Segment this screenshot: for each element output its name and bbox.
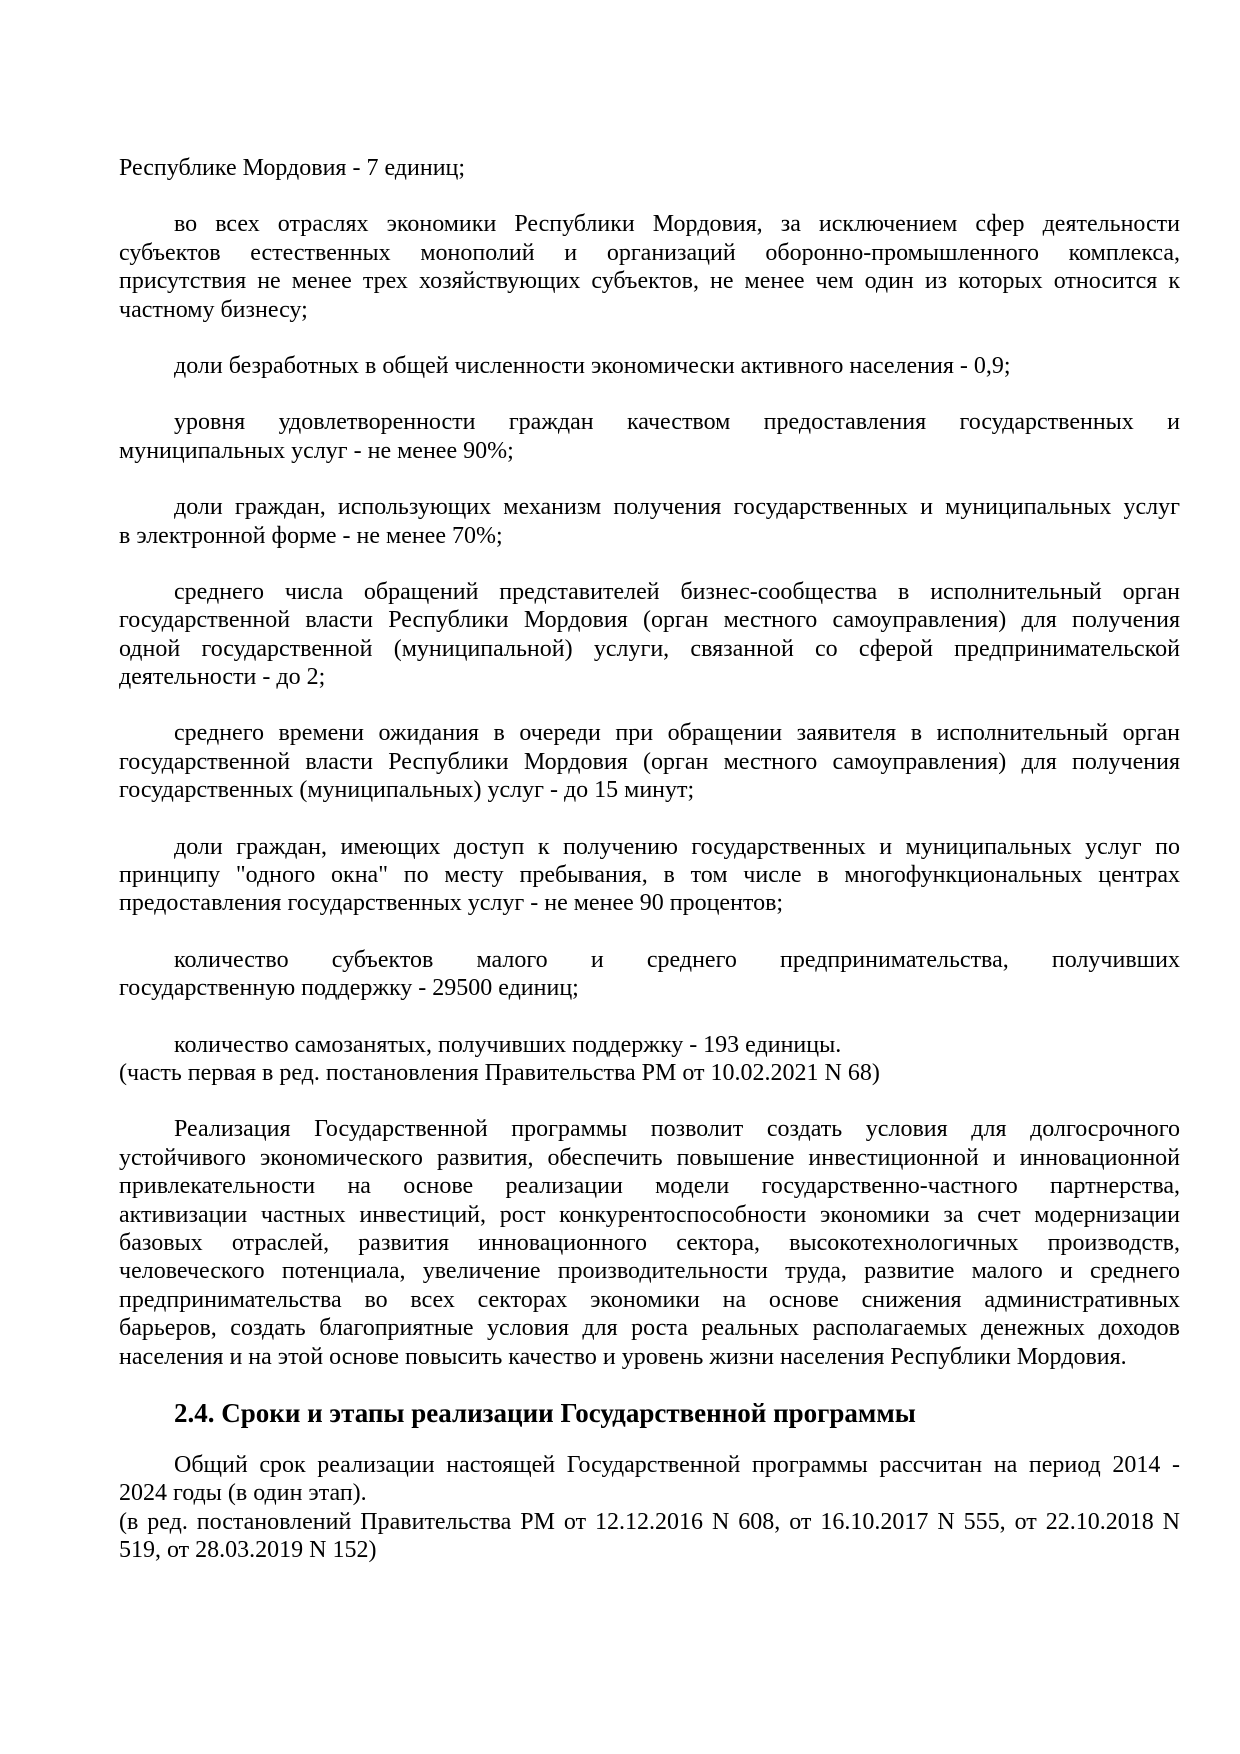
document-body (119, 154, 1180, 1371)
paragraph (119, 578, 1180, 692)
paragraph (119, 352, 1180, 380)
paragraph-line: населения и на этой основе повысить качество и уровень жизни населения Республики Мордовия. (119, 1343, 1127, 1370)
paragraph-line: Общий срок реализации настоящей Государственной программы рассчитан на период 2014 - (174, 1451, 1180, 1478)
paragraph-line: муниципальных услуг - не менее 90%; (119, 437, 514, 464)
paragraph-line: активизации частных инвестиций, рост конкурентоспособности экономики за счет модернизации (119, 1201, 1180, 1228)
paragraph (119, 408, 1180, 465)
paragraph-line: предпринимательства во всех секторах экономики на основе снижения административных (119, 1286, 1180, 1313)
paragraph (119, 833, 1180, 918)
paragraph (119, 946, 1180, 1003)
paragraph (119, 210, 1180, 324)
paragraph-line: (часть первая в ред. постановления Правительства РМ от 10.02.2021 N 68) (119, 1059, 880, 1086)
section-heading: 2.4. Сроки и этапы реализации Государственной программы (174, 1397, 916, 1428)
paragraph-line: во всех отраслях экономики Республики Мордовия, за исключением сфер деятельности (174, 211, 1180, 238)
paragraph (119, 154, 1180, 182)
paragraph-line: предоставления государственных услуг - не менее 90 процентов; (119, 890, 784, 917)
paragraph-line: государственной власти Республики Мордовия (орган местного самоуправления) для получения (119, 607, 1180, 634)
paragraph-line: (в ред. постановлений Правительства РМ от 12.12.2016 N 608, от 16.10.2017 N 555, от 22.10.2018 N (119, 1508, 1180, 1535)
paragraph-line: человеческого потенциала, увеличение производительности труда, развитие малого и среднего (119, 1258, 1180, 1285)
paragraph (119, 719, 1180, 804)
paragraph-line: базовых отраслей, развития инновационного сектора, высокотехнологичных производств, (119, 1229, 1180, 1256)
paragraph-line: доли граждан, имеющих доступ к получению государственных и муниципальных услуг по (174, 833, 1180, 860)
paragraph-line: доли граждан, использующих механизм получения государственных и муниципальных услуг (174, 494, 1180, 521)
paragraph-line: государственную поддержку - 29500 единиц; (119, 975, 579, 1002)
paragraph-line: количество субъектов малого и среднего предпринимательства, получивших (174, 946, 1180, 973)
document-page (119, 154, 1180, 1564)
paragraph-line: 2024 годы (в один этап). (119, 1480, 367, 1507)
paragraph (119, 1508, 1180, 1565)
paragraph (119, 1031, 1180, 1059)
paragraph-line: Республике Мордовия - 7 единиц; (119, 155, 466, 181)
paragraph-line: государственных (муниципальных) услуг - до 15 минут; (119, 777, 695, 804)
paragraph-line: принципу "одного окна" по месту пребывания, в том числе в многофункциональных центрах (119, 862, 1180, 889)
paragraph-line: уровня удовлетворенности граждан качеством предоставления государственных и (174, 409, 1180, 436)
paragraph-line: государственной власти Республики Мордовия (орган местного самоуправления) для получения (119, 748, 1180, 775)
paragraph-line: частному бизнесу; (119, 296, 308, 323)
paragraph-line: в электронной форме - не менее 70%; (119, 522, 503, 549)
paragraph-line: Реализация Государственной программы позволит создать условия для долгосрочного (174, 1116, 1180, 1143)
paragraph-line: субъектов естественных монополий и организаций оборонно-промышленного комплекса, (119, 239, 1180, 266)
paragraph-line: устойчивого экономического развития, обеспечить повышение инвестиционной и инновационной (119, 1144, 1180, 1171)
paragraph-line: среднего времени ожидания в очереди при обращении заявителя в исполнительный орган (174, 720, 1180, 747)
paragraph-line: барьеров, создать благоприятные условия для роста реальных располагаемых денежных доходов (119, 1315, 1180, 1342)
paragraph (119, 493, 1180, 550)
paragraph-line: привлекательности на основе реализации модели государственно-частного партнерства, (119, 1173, 1180, 1200)
paragraph-line: 519, от 28.03.2019 N 152) (119, 1537, 377, 1564)
paragraph-line: присутствия не менее трех хозяйствующих субъектов, не менее чем один из которых относится к (119, 268, 1180, 295)
paragraph-line: доли безработных в общей численности экономически активного населения - 0,9; (174, 352, 1011, 379)
paragraph (119, 1115, 1180, 1371)
paragraph (119, 1451, 1180, 1508)
section-body (119, 1451, 1180, 1565)
paragraph (119, 1059, 1180, 1087)
paragraph-line: одной государственной (муниципальной) услуги, связанной со сферой предпринимательской (119, 635, 1180, 662)
paragraph-line: среднего числа обращений представителей бизнес-сообщества в исполнительный орган (174, 578, 1180, 605)
paragraph-line: количество самозанятых, получивших поддержку - 193 единицы. (174, 1031, 842, 1058)
paragraph-line: деятельности - до 2; (119, 664, 326, 691)
